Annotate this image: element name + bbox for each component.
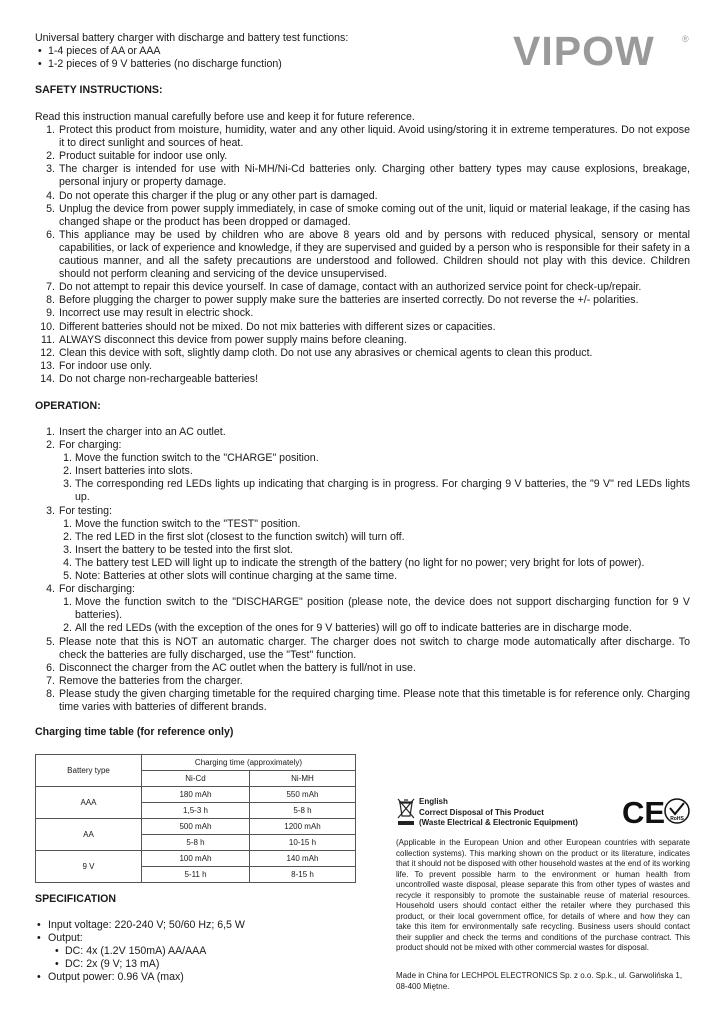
list-item: 1. Move the function switch to the "TEST" position. xyxy=(63,517,301,530)
certification-marks xyxy=(622,796,692,833)
manufacturer-note: Made in China for LECHPOL ELECTRONICS Sp. z o.o. Sp.k., ul. Garwolińska 1, 08-400 Miętne. xyxy=(396,971,683,991)
list-item: 2. The red LED in the first slot (closest to the function switch) will turn off. xyxy=(63,530,405,543)
list-item: 12. Clean this device with soft, slightly damp cloth. Do not use any abrasives or chemical agents to clean this product. xyxy=(40,346,593,359)
spec-item: • Output power: 0.96 VA (max) xyxy=(37,971,184,984)
safety-heading: SAFETY INSTRUCTIONS: xyxy=(35,84,163,96)
table-row xyxy=(36,851,356,867)
table-row xyxy=(36,819,356,835)
charging-time-table xyxy=(35,754,356,883)
operation-step: 6. Disconnect the charger from the AC outlet when the battery is full/not in use. xyxy=(46,661,416,674)
list-item: 2. Insert batteries into slots. xyxy=(63,465,193,478)
ce-mark-icon xyxy=(622,796,692,828)
table-cell: 100 mAh xyxy=(142,851,250,867)
list-item: 3. The corresponding red LEDs lights up indicating that charging is in progress. For charging 9 V batteries, the "9 V" red LEDs lights up. xyxy=(63,478,690,504)
list-item: 7. Do not attempt to repair this device yourself. In case of damage, contact with an authorized service point for check-up/repair. xyxy=(46,281,642,294)
operation-step: 8. Please study the given charging timetable for the required charging time. Please note that this timetable is for reference only. Charging time varies with batteries of different brands. xyxy=(46,687,690,713)
table-cell: 140 mAh xyxy=(250,851,356,867)
spec-item: • DC: 4x (1.2V 150mA) AA/AAA xyxy=(55,945,207,958)
table-row xyxy=(36,787,356,803)
list-item: 4. Do not operate this charger if the plug or any other part is damaged. xyxy=(46,189,378,202)
disposal-header xyxy=(419,797,629,829)
registered-mark: ® xyxy=(682,34,689,44)
list-item: 3. The charger is intended for use with Ni-MH/Ni-Cd batteries only. Charging other battery types may cause explosions, breakage, personal injury or property damage. xyxy=(46,163,690,189)
disposal-body: (Applicable in the European Union and other European countries with separate collection systems). This marking shown on the product or its literature, indicates that it should not be disposed with other household wastes at the end of its working life. To prevent possible harm to the environment or human health from uncontrolled waste disposal, please separate this from other types of wastes and recycle it responsibly to promote the sustainable reuse of material resources. Household users should contact either the retailer where they purchased this product, or their local government office, for details of where and how they can take this item for environmentally safe recycling. Business users should contact their supplier and check the terms and conditions of the purchase contract. This product should not be mixed with other commercial wastes for disposal. xyxy=(396,838,690,952)
list-item: 2. Product suitable for indoor use only. xyxy=(46,150,228,163)
list-item: 4. The battery test LED will light up to indicate the strength of the battery (no light for no power; very bright for lots of power). xyxy=(63,556,645,569)
battery-type-cell: AAA xyxy=(36,787,142,819)
list-item: 11. ALWAYS disconnect this device from power supply mains before cleaning. xyxy=(41,333,407,346)
operation-step: 7. Remove the batteries from the charger. xyxy=(46,674,243,687)
list-item: 9. Incorrect use may result in electric shock. xyxy=(46,307,254,320)
spec-item: • Input voltage: 220-240 V; 50/60 Hz; 6,5 W xyxy=(37,919,245,931)
battery-type-cell: AA xyxy=(36,819,142,851)
svg-text:CE: CE xyxy=(622,796,666,828)
list-item: 1. Protect this product from moisture, humidity, water and any other liquid. Avoid using/storing it in extreme temperatures. Do not expose it to direct sunlight and sources of heat. xyxy=(46,124,690,150)
table-cell: 500 mAh xyxy=(142,819,250,835)
table-cell: 8-15 h xyxy=(250,867,356,883)
intro xyxy=(35,32,475,71)
operation-heading: OPERATION: xyxy=(35,400,101,412)
operation-step: 2. For charging: xyxy=(46,439,122,452)
table-heading: Charging time table (for reference only) xyxy=(35,726,234,738)
intro-bullet: • 1-4 pieces of AA or AAA xyxy=(38,45,161,58)
table-cell: 5-8 h xyxy=(250,803,356,819)
spec-heading: SPECIFICATION xyxy=(35,893,117,905)
weee-bin-icon xyxy=(396,796,416,828)
spec-item: • DC: 2x (9 V; 13 mA) xyxy=(55,958,160,971)
list-item: 6. This appliance may be used by children who are above 8 years old and by persons with reduced physical, sensory or mental capabilities, or lack of experience and knowledge, if they are supervised and guided by a person who is responsible for their safety in a cautious manner, and all the safety precautions are understood and followed. Children should not play with this device. Children should not perform cleaning and servicing of the device unsupervised. xyxy=(46,228,690,281)
table-cell: 550 mAh xyxy=(250,787,356,803)
list-item: 5. Unplug the device from power supply immediately, in case of smoke coming out of the unit, liquid or material leakage, if the casing has changed shape or the product has been dropped or damaged. xyxy=(46,202,690,228)
operation-section xyxy=(35,426,690,714)
brand-logo: VIPOW xyxy=(513,28,655,74)
table-cell: 5-8 h xyxy=(142,835,250,851)
list-item: 13. For indoor use only. xyxy=(40,359,152,372)
operation-step: 4. For discharging: xyxy=(46,583,135,596)
list-item: 1. Move the function switch to the "DISCHARGE" position (please note, the device does not support discharging function for 9 V batteries). xyxy=(63,596,690,622)
table-cell: 5-11 h xyxy=(142,867,250,883)
disposal-language: English xyxy=(419,797,448,806)
table-cell: 180 mAh xyxy=(142,787,250,803)
list-item: 2. All the red LEDs (with the exception of the ones for 9 V batteries) will go off to indicate batteries are in discharge mode. xyxy=(63,622,632,635)
operation-step: 3. For testing: xyxy=(46,504,112,517)
safety-lead: Read this instruction manual carefully before use and keep it for future reference. xyxy=(35,111,415,123)
header-nimh: Ni-MH xyxy=(250,771,356,787)
list-item: 5. Note: Batteries at other slots will continue charging at the same time. xyxy=(63,570,398,583)
rohs-label: RoHS xyxy=(670,816,684,822)
disposal-title: Correct Disposal of This Product xyxy=(419,807,544,817)
spec-list xyxy=(35,919,375,984)
intro-line: Universal battery charger with discharge and battery test functions: xyxy=(35,32,349,44)
safety-section xyxy=(35,111,690,386)
operation-step: 1. Insert the charger into an AC outlet. xyxy=(46,426,226,438)
list-item: 14. Do not charge non-rechargeable batteries! xyxy=(40,372,259,385)
table-cell: 1200 mAh xyxy=(250,819,356,835)
battery-type-cell: 9 V xyxy=(36,851,142,883)
list-item: 1. Move the function switch to the "CHARGE" position. xyxy=(63,452,319,465)
operation-step: 5. Please note that this is NOT an automatic charger. The charger does not switch to charge mode automatically after discharge. To check the batteries are fully discharged, use the "Test" function. xyxy=(46,635,690,661)
header-battery-type: Battery type xyxy=(36,755,142,787)
disposal-subtitle: (Waste Electrical & Electronic Equipment) xyxy=(419,818,578,827)
header-nicd: Ni-Cd xyxy=(142,771,250,787)
table-cell: 1,5-3 h xyxy=(142,803,250,819)
list-item: 8. Before plugging the charger to power supply make sure the batteries are inserted correctly. Do not reverse the +/- polarities. xyxy=(46,294,639,307)
intro-bullet: • 1-2 pieces of 9 V batteries (no discharge function) xyxy=(38,58,282,71)
spec-item: • Output: xyxy=(37,932,83,945)
table-cell: 10-15 h xyxy=(250,835,356,851)
list-item: 10. Different batteries should not be mixed. Do not mix batteries with different sizes or capacities. xyxy=(40,320,496,333)
list-item: 3. Insert the battery to be tested into the first slot. xyxy=(63,543,293,556)
header-charging-time: Charging time (approximately) xyxy=(142,755,356,771)
